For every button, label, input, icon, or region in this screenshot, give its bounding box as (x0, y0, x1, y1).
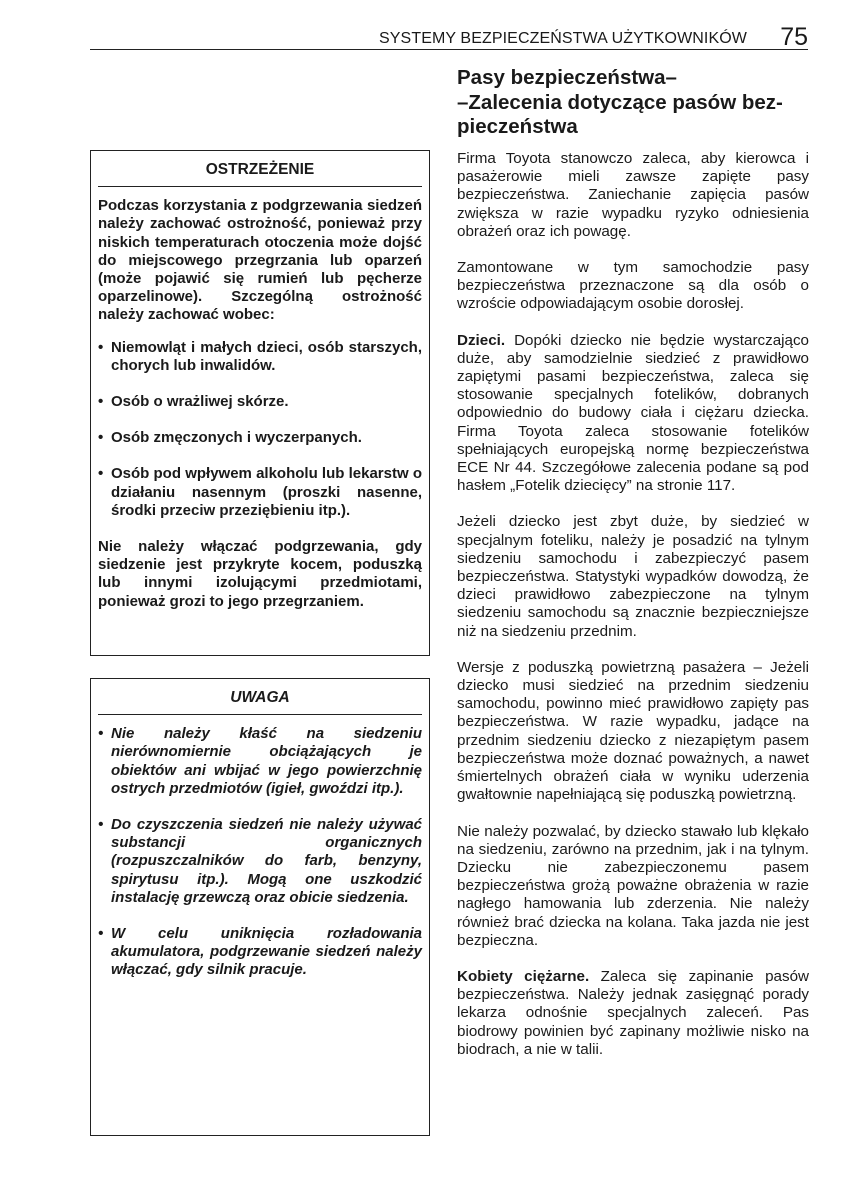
notice-item: • Nie należy kłaść na siedzeniu nierównomiernie obciążających je obiektów ani wbijać w jego powierzchnię ostrych przedmiotów (igieł, gwoździ itp.). (98, 725, 422, 798)
body-paragraph (457, 968, 809, 1059)
warning-item: • Osób zmęczonych i wyczerpanych. (98, 429, 422, 447)
left-column (90, 150, 430, 979)
paragraph-text: Zaleca się zapinanie pasów bezpieczeństwa. Należy jednak zasięgnąć porady lekarza odnośnie specjalnych zaleceń. Pas biodrowy powinien być zapinany możliwie nisko na biodrach, a nie w talii. (457, 967, 809, 1058)
paragraph-text: Zamontowane w tym samochodzie pasy bezpieczeństwa przeznaczone są dla osób o wzroście odpowiadającym osobie dorosłej. (457, 259, 809, 313)
warning-item: • Osób o wrażliwej skórze. (98, 393, 422, 411)
section-title-line: pieczeństwa (457, 115, 578, 138)
paragraph-text: Dopóki dziecko nie będzie wystarczająco duże, aby samodzielnie siedzieć z prawidłowo zapiętymi pasami bezpieczeństwa, zaleca się stosowanie specjalnych fotelików, dobranych odpowiednio do budowy ciała i ciężaru dziecka. Firma Toyota zaleca stosowanie fotelików spełniających europejską normę bezpieczeństwa ECE Nr 44. Szczegółowe zalecenia podane są pod hasłem „Fotelik dziecięcy” na stronie 117. (457, 331, 809, 495)
paragraph-text: Firma Toyota stanowczo zaleca, aby kierowca i pasażerowie mieli zawsze zapięte pasy bezpieczeństwa. Zaniechanie zapięcia pasów zwiększa w razie wypadku ryzyko odniesienia obrażeń oraz ich powagę. (457, 150, 809, 240)
notice-title: UWAGA (98, 689, 422, 715)
section-title-line: Pasy bezpieczeństwa– (457, 66, 677, 89)
notice-item: • Do czyszczenia siedzeń nie należy używać substancji organicznych (rozpuszczalników do farb, benzyny, spirytusu itp.). Mogą one uszkodzić instalację grzewczą oraz obicie siedzenia. (98, 816, 422, 907)
running-head: SYSTEMY BEZPIECZEŃSTWA UŻYTKOWNIKÓW (379, 30, 747, 47)
section-title (457, 66, 809, 140)
body-paragraph (457, 332, 809, 496)
body-paragraph (457, 823, 809, 950)
notice-item: • W celu uniknięcia rozładowania akumulatora, podgrzewanie siedzeń należy włączać, gdy silnik pracuje. (98, 925, 422, 980)
warning-title: OSTRZEŻENIE (98, 161, 422, 187)
notice-box (90, 678, 430, 1136)
paragraph-text: Nie należy pozwalać, by dziecko stawało lub klękało na siedzeniu, zarówno na przednim, jak i na tylnym. Dziecku nie zabezpieczonemu pasem bezpieczeństwa grożą poważne obrażenia w razie nagłego hamowania lub zderzenia. Nie należy również brać dziecka na kolana. Taka jazda nie jest bezpieczna. (457, 822, 809, 949)
paragraph-text: Wersje z poduszką powietrzną pasażera – Jeżeli dziecko musi siedzieć na przednim siedzeniu samochodu, powinno mieć prawidłowo zapięty pas bezpieczeństwa. W razie wypadku, jadące na przednim siedzeniu dziecko z niezapiętym pasem bezpieczeństwa może doznać poważnych, a nawet śmiertelnych obrażeń ciała w wyniku uderzenia gwałtownie napełniającą się poduszką powietrzną. (457, 658, 809, 804)
warning-intro: Podczas korzystania z podgrzewania siedzeń należy zachować ostrożność, ponieważ przy niskich temperaturach otoczenia może dojść do miejscowego przegrzania lub oparzeń (może pojawić się rumień lub pęcherze oparzelinowe). Szczególną ostrożność należy zachować wobec: (98, 197, 422, 324)
notice-list (98, 725, 422, 979)
body-paragraph (457, 259, 809, 314)
paragraph-lead: Dzieci. (457, 331, 506, 349)
warning-closing: Nie należy włączać podgrzewania, gdy siedzenie jest przykryte kocem, poduszką lub innymi izolującymi przedmiotami, ponieważ grozi to jego przegrzaniem. (98, 538, 422, 610)
warning-item: • Osób pod wpływem alkoholu lub lekarstw o działaniu nasennym (proszki nasenne, środki przeciw przeziębieniu itp.). (98, 465, 422, 520)
body-paragraph (457, 659, 809, 805)
page-number: 75 (780, 23, 808, 51)
warning-list (98, 339, 422, 520)
header-rule (90, 49, 808, 50)
paragraph-text: Jeżeli dziecko jest zbyt duże, by siedzieć w specjalnym foteliku, należy je posadzić na tylnym siedzeniu samochodu i zabezpieczyć pasem bezpieczeństwa. Statystyki wypadków dowodzą, że dzieci prawidłowo zabezpieczone na tylnym siedzeniu samochodu są znacznie bezpieczniejsze niż na siedzeniu przednim. (457, 513, 809, 640)
body-paragraph (457, 513, 809, 640)
right-column (457, 150, 809, 1077)
body-paragraph (457, 150, 809, 241)
paragraph-lead: Kobiety ciężarne. (457, 967, 590, 985)
section-title-line: –Zalecenia dotyczące pasów bez- (457, 90, 783, 114)
warning-box (90, 150, 430, 656)
warning-item: • Niemowląt i małych dzieci, osób starszych, chorych lub inwalidów. (98, 339, 422, 375)
